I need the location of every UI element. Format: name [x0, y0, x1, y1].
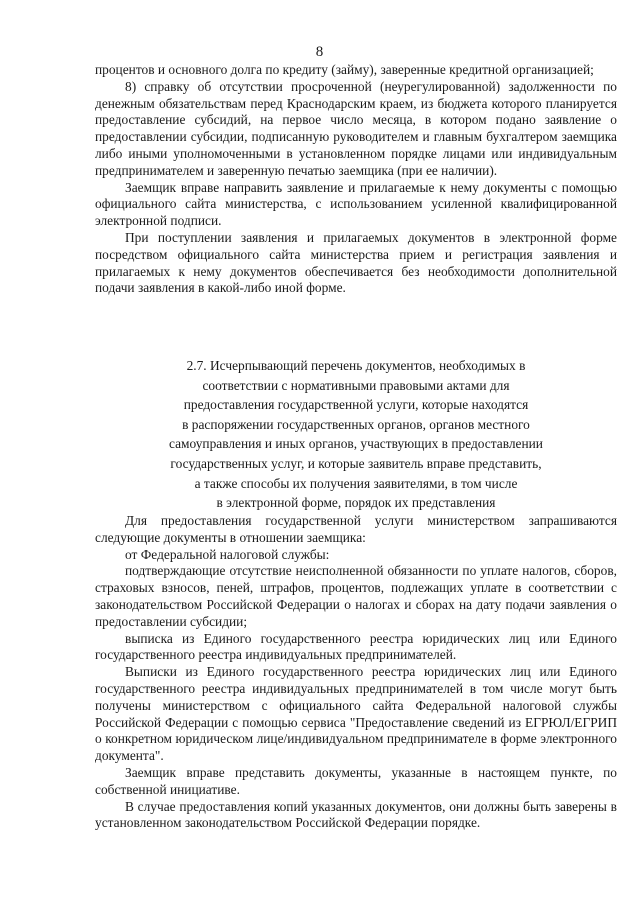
paragraph-bottom-1: от Федеральной налоговой службы:	[125, 546, 330, 562]
heading-line: соответствии с нормативными правовыми актами для	[202, 377, 510, 393]
paragraph-top-1: 8) справку об отсутствии просроченной (неурегулированной) задолженности по денежным обязательствам перед Краснодарским краем, из бюджета которого планируется предоставление субсидий, на первое число месяца, в котором подано заявление о предоставлении субсидии, подписанную руководителем и главным бухгалтером заемщика либо иными уполномоченными в установленном порядке лицами или индивидуальным предпринимателем и заверенную печатью заемщика (при ее наличии).	[95, 78, 617, 178]
paragraph-bottom-0: Для предоставления государственной услуги министерством запрашиваются следующие документы в отношении заемщика:	[95, 513, 617, 545]
paragraph-top-2: Заемщик вправе направить заявление и прилагаемые к нему документы с помощью официального сайта министерства, с использованием усиленной квалифицированной электронной подписи.	[95, 179, 617, 229]
top-text-block	[95, 62, 617, 297]
bottom-text-block	[95, 513, 617, 832]
section-heading	[95, 356, 617, 513]
heading-line: а также способы их получения заявителями, в том числе	[194, 475, 518, 491]
page-number: 8	[315, 44, 324, 60]
heading-line: в распоряжении государственных органов, органов местного	[182, 416, 530, 432]
heading-line: 2.7. Исчерпывающий перечень документов, необходимых в	[186, 358, 526, 373]
paragraph-bottom-2: подтверждающие отсутствие неисполненной обязанности по уплате налогов, сборов, страховых взносов, пеней, штрафов, процентов, подлежащих уплате в соответствии с законодательством Российской Федерации о налогах и сборах на дату подачи заявления о предоставлении субсидии;	[95, 563, 617, 629]
paragraph-bottom-4: Выписки из Единого государственного реестра юридических лиц или Единого государственного реестра индивидуальных предпринимателей в том числе могут быть получены министерством с официального сайта Федеральной налоговой службы Российской Федерации с помощью сервиса "Предоставление сведений из ЕГРЮЛ/ЕГРИП о конкретном юридическом лице/индивидуальном предпринимателе в форме электронного документа".	[95, 664, 617, 764]
heading-line: самоуправления и иных органов, участвующих в предоставлении	[169, 436, 543, 452]
heading-line: предоставления государственной услуги, которые находятся	[183, 397, 529, 413]
paragraph-bottom-3: выписка из Единого государственного реестра юридических лиц или Единого государственного реестра индивидуальных предпринимателей.	[95, 630, 617, 663]
paragraph-top-0: процентов и основного долга по кредиту (займу), заверенные кредитной организацией;	[95, 62, 594, 77]
heading-line: государственных услуг, и которые заявитель вправе представить,	[170, 455, 542, 471]
paragraph-top-3: При поступлении заявления и прилагаемых документов в электронной форме посредством официального сайта министерства прием и регистрация заявления и прилагаемых к нему документов обеспечивается без необходимости дополнительной подачи заявления в какой-либо иной форме.	[95, 229, 617, 296]
paragraph-bottom-5: Заемщик вправе представить документы, указанные в настоящем пункте, по собственной инициативе.	[95, 764, 617, 797]
heading-line: в электронной форме, порядок их представления	[216, 495, 496, 511]
paragraph-bottom-6: В случае предоставления копий указанных документов, они должны быть заверены в установленном законодательством Российской Федерации порядке.	[95, 798, 617, 831]
